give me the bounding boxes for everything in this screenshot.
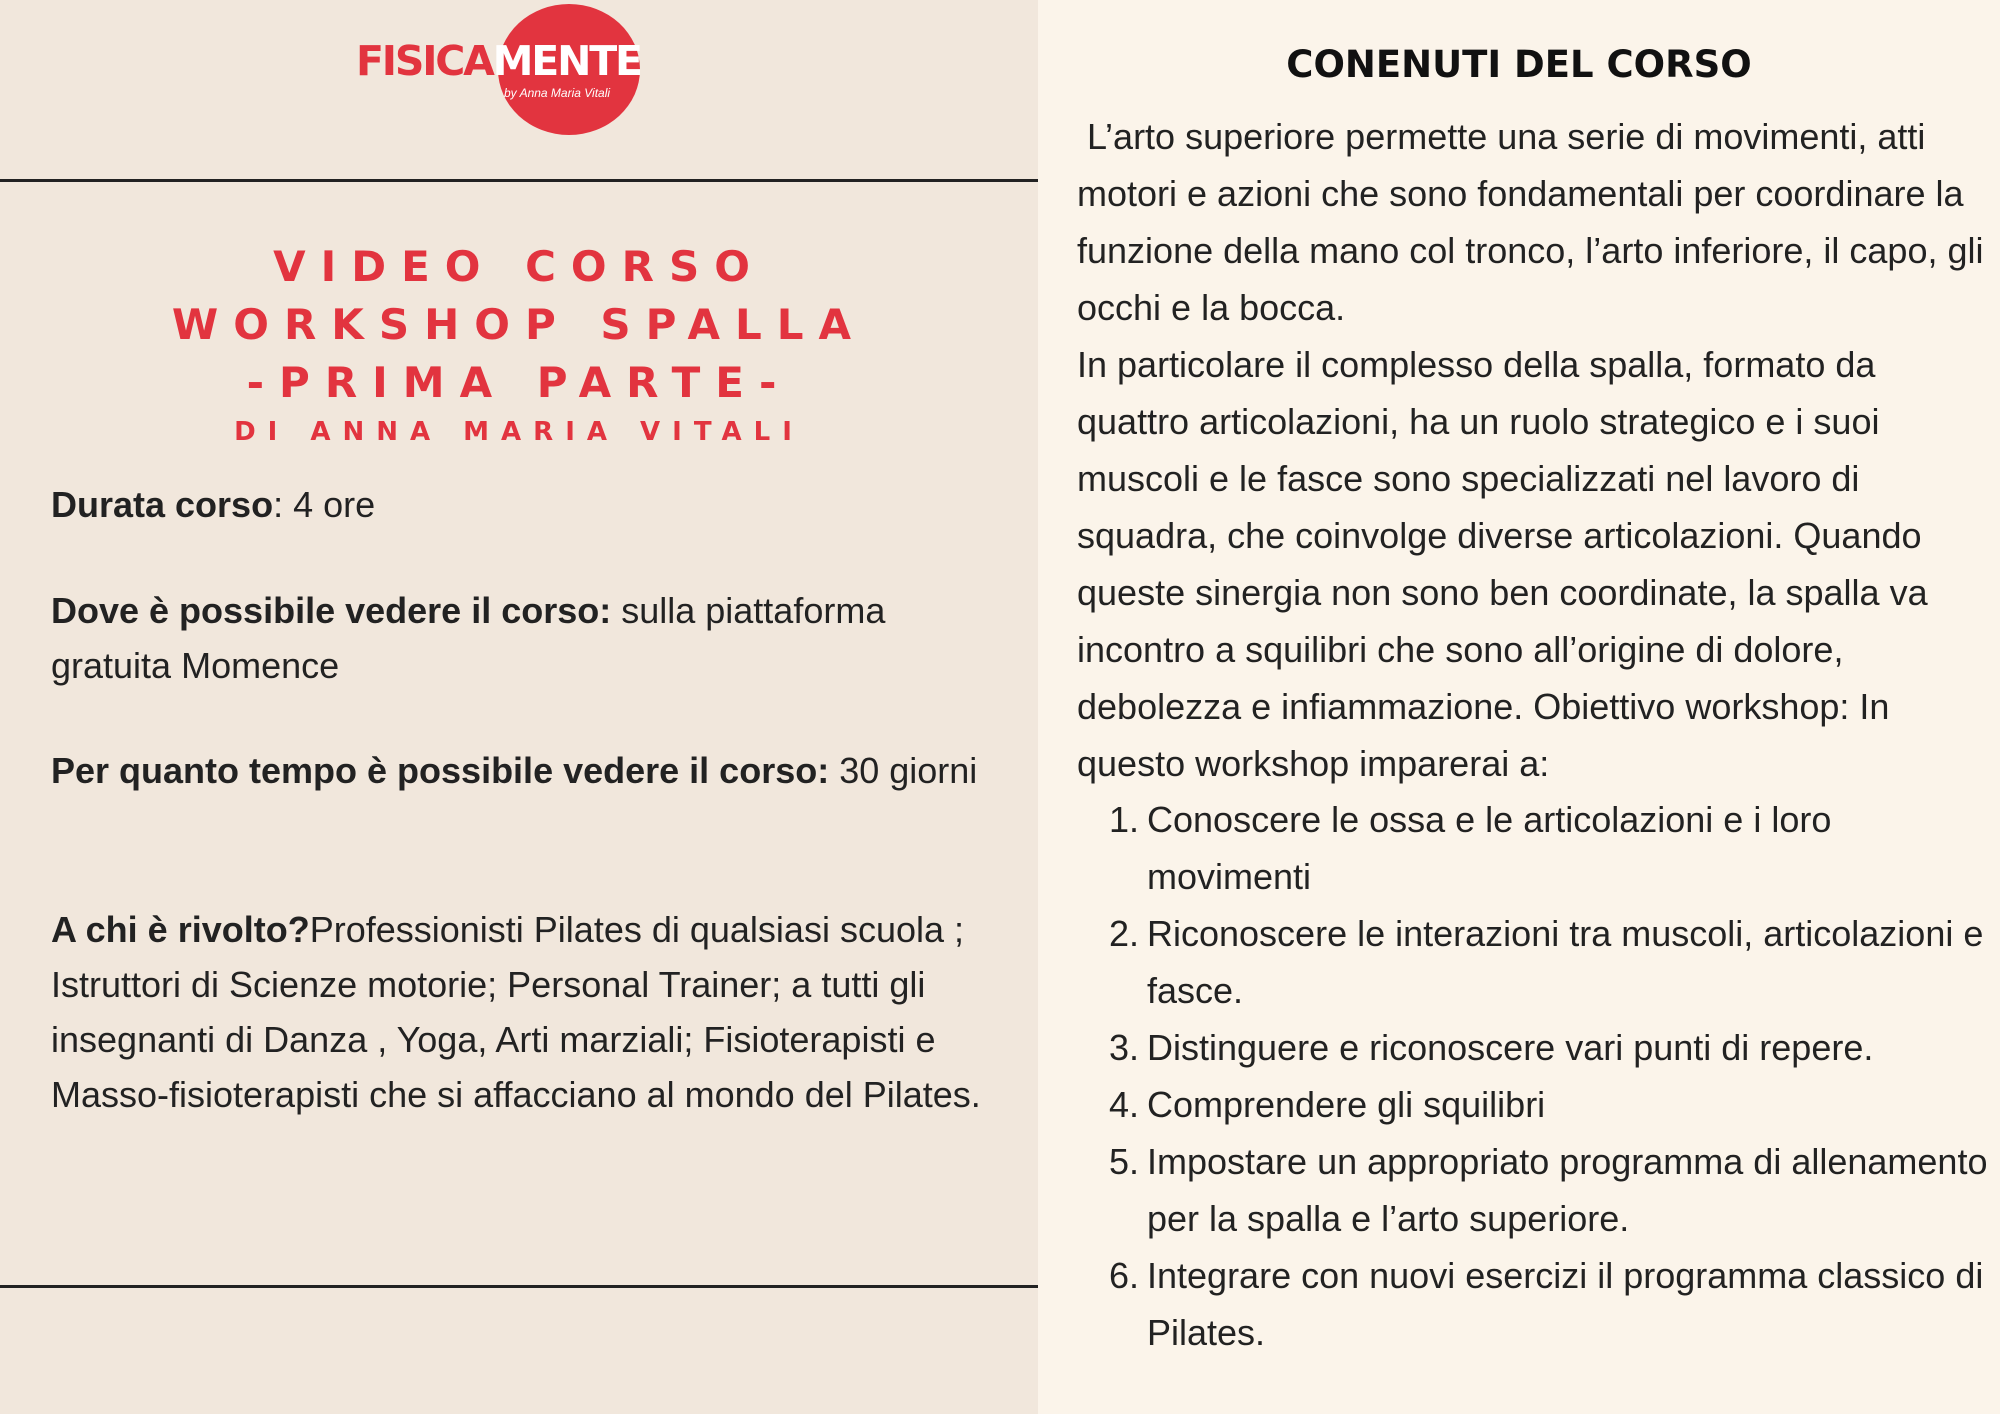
objective-text: Riconoscere le interazioni tra muscoli, articolazioni e fasce. [1147,913,1984,1011]
objective-item-1 [1077,791,1997,905]
objective-item-6 [1077,1247,1997,1361]
objective-item-5 [1077,1133,1997,1247]
bottom-divider [0,1285,1038,1288]
objective-text: Comprendere gli squilibri [1147,1084,1546,1125]
objective-item-3 [1077,1019,1997,1076]
audience-info [51,902,981,1122]
objective-number: 4. [1109,1084,1140,1125]
duration-info [51,477,981,532]
how-long-label: Per quanto tempo è possibile vedere il corso: [51,750,830,791]
logo-text-part2: MENTE [492,37,641,85]
where-value: sulla piattaforma gratuita Momence [51,590,886,686]
logo-text-part1: FISICA [356,37,493,85]
objective-text: Conoscere le ossa e le articolazioni e i loro movimenti [1147,799,1832,897]
contents-paragraph-2: In particolare il complesso della spalla, formato da quattro articolazioni, ha un ruolo strategico e i suoi muscoli e le fasce sono specializzati nel lavoro di squadra, che coinvolge diverse articolazioni. Quando queste sinergia non sono ben coordinate, la spalla va incontro a squilibri che sono all’origine di dolore, debolezza e infiammazione. Obiettivo workshop: In questo workshop imparerai a: [1077,344,1928,784]
course-title-line-2: WORKSHOP SPALLA [171,300,867,349]
course-title-line-3: -PRIMA PARTE- [246,358,792,407]
objectives-list [1077,791,1997,1361]
objective-number: 6. [1109,1255,1140,1296]
where-info [51,583,981,693]
objective-text: Integrare con nuovi esercizi il programma classico di Pilates. [1147,1255,1984,1353]
how-long-info [51,743,981,798]
objective-text: Distinguere e riconoscere vari punti di repere. [1147,1027,1874,1068]
objective-text: Impostare un appropriato programma di allenamento per la spalla e l’arto superiore. [1147,1141,1988,1239]
objective-item-4 [1077,1076,1997,1133]
contents-body [1077,108,1997,792]
course-author: DI ANNA MARIA VITALI [234,417,804,447]
brand-logo [356,36,648,86]
duration-label: Durata corso [51,484,274,525]
contents-heading: CONENUTI DEL CORSO [1286,43,1752,86]
contents-paragraph-1: L’arto superiore permette una serie di movimenti, atti motori e azioni che sono fondamentali per coordinare la funzione della mano col tronco, l’arto inferiore, il capo, gli occhi e la bocca. [1077,116,1994,328]
objective-number: 2. [1109,913,1140,954]
audience-value: Professionisti Pilates di qualsiasi scuola ; Istruttori di Scienze motorie; Personal Trainer; a tutti gli insegnanti di Danza , Yoga, Arti marziali; Fisioterapisti e Masso-fisioterapisti che si affacciano al mondo del Pilates. [51,909,981,1115]
objective-number: 1. [1109,799,1140,840]
duration-value: : 4 ore [273,484,376,525]
audience-label: A chi è rivolto? [51,909,310,950]
objective-number: 5. [1109,1141,1140,1182]
logo-subtitle: by Anna Maria Vitali [504,86,611,100]
objective-item-2 [1077,905,1997,1019]
course-title-line-1: VIDEO CORSO [273,242,765,291]
objective-number: 3. [1109,1027,1140,1068]
how-long-value: 30 giorni [829,750,978,791]
top-divider [0,179,1038,182]
where-label: Dove è possibile vedere il corso: [51,590,612,631]
